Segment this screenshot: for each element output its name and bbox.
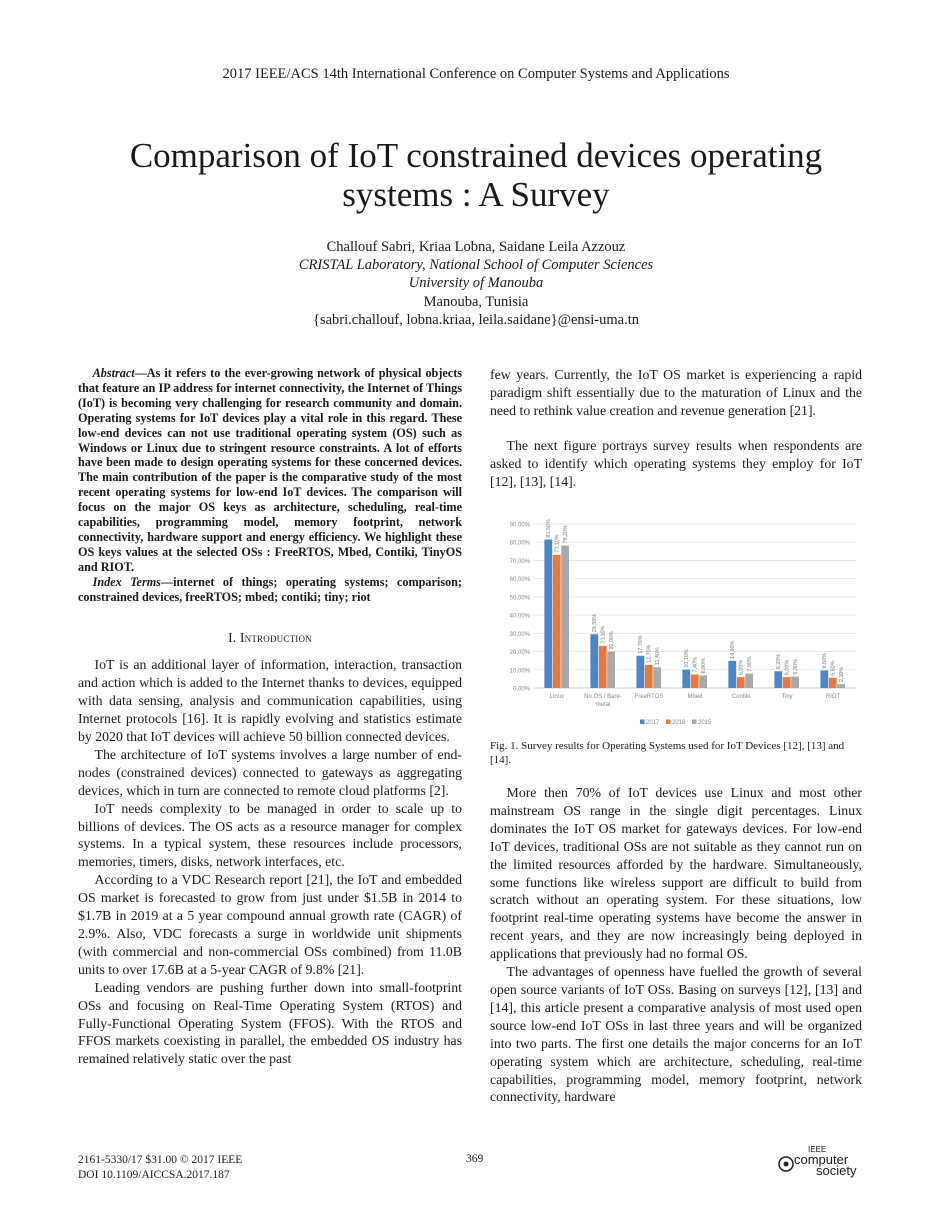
index-terms [78,575,462,605]
y-tick-label: 50,00% [509,595,530,602]
data-label: 5,60% [830,660,837,677]
paragraph: More then 70% of IoT devices use Linux and most other mainstream OS range in the single digit percentages. Linux dominates the IoT OS market for gateways devices. For low-end IoT devices, traditional OSs are not suitable as they cannot run on the limited resources afforded by the hardware. Simultaneously, some functions like wireless support are difficult to build from scratch without an operating system. For these situations, low footprint real-time operating systems have become the answer in recent years, and they are now increasingly being deployed in applications that previously had no formal OS. [490,785,862,962]
paragraph: IoT is an additional layer of information, interaction, transaction and action which is added to the Internet thanks to devices, equipped with data sensing, analysis and communication capabilities, using Internet protocols [16]. It is rapidly evolving and statistics estimate by 2020 that IoT devices will achieve 50 billion connected devices. [78,657,462,745]
paragraph: The next figure portrays survey results when respondents are asked to identify which operating systems they employ for IoT [12], [13], [14]. [490,437,862,489]
legend-label: 2016 [672,720,686,727]
bar-2016 [645,665,653,688]
footer-issn: 2161-5330/17 $31.00 © 2017 IEEE [78,1154,243,1166]
data-label: 14,90% [730,640,737,660]
bar-2016 [737,678,745,689]
data-label: 6,00% [738,660,745,676]
data-label: 6,00% [784,660,791,676]
y-tick-label: 40,00% [509,614,530,621]
x-tick-label: RIOT [825,694,841,701]
bar-2017 [820,671,828,688]
section-title: Introduction [239,629,312,645]
paragraph: The advantages of openness have fuelled the growth of several open source variants of IoT OSs. Basing on surveys [12], [13] and [14], this article present a comparative analysis of most used open source low-end IoT OSs in last three years and will be organized into two parts. The first one details the major concerns for an IoT operating system which are architecture, scheduling, real-time capabilities, programming model, memory footprint, network connectivity, hardware [490,964,862,1105]
data-label: 29,50% [592,614,599,633]
x-tick-label: Tiny [781,694,793,701]
bar-2017 [544,540,552,689]
page-number: 369 [466,1153,484,1165]
bar-2017 [590,635,598,689]
y-tick-label: 70,00% [509,559,530,566]
bar-2016 [691,675,699,688]
bar-2015 [561,546,569,688]
data-label: 81,50% [546,519,553,538]
data-label: 78,20% [562,525,569,544]
data-label: 7,40% [692,657,699,673]
bar-2015 [699,676,707,689]
logo-society-text: society [816,1163,857,1178]
legend-swatch-2017 [640,720,645,725]
paragraph: According to a VDC Research report [21], the IoT and embedded OS market is forecasted to grow from just under $1.5B in 2014 to $1.7B in 2019 at a 5 year compound annual growth rate (CAGR) of 2.9%. Also, VDC forecasts a surge in worldwide unit shipments (with commercial and non-commercial OSs combined) from 11.0B units to over 17.6B at a 5-year CAGR of 9.8% [21]. [78,872,462,977]
author-location: Manouba, Tunisia [423,293,529,310]
section-heading [78,629,462,647]
figure-1 [490,506,862,732]
survey-bar-chart [490,506,862,732]
footer-identifiers [78,1153,242,1183]
legend-label: 2017 [646,720,660,727]
author-block [0,238,952,329]
data-label: 2,10% [838,667,845,683]
author-names: Challouf Sabri, Kriaa Lobna, Saidane Leila Azzouz [326,239,626,255]
x-tick-label: metal [595,702,611,709]
abstract [78,366,462,575]
y-tick-label: 10,00% [509,668,530,675]
section-number: I. [228,629,237,645]
bar-2015 [837,685,845,689]
paragraph: few years. Currently, the IoT OS market is experiencing a rapid paradigm shift essentially due to the maturation of Linux and the need to rethink value creation and revenue generation [21]. [490,367,862,418]
abstract-text: —As it refers to the ever-growing network of physical objects that feature an IP address for internet connectivity, the Internet of Things (IoT) is becoming very challenging for research community and domain. Operating systems for IoT devices play a vital role in this regard. These low-end devices can not use traditional operating system (OS) such as Windows or Linux due to stringent resource constraints. A lot of efforts have been made to design operating systems for these concerned devices. The main contribution of the paper is the comparative study of the most recent operating systems for low-end IoT devices. The comparison will focus on the major OS keys as architecture, scheduling, real-time capabilities, programming model, memory footprint, network connectivity, hardware support and energy efficiency. We highlight these OS keys values at the selected OSs : FreeRTOS, Mbed, Contiki, TinyOS and RIOT. [78,366,462,574]
ieee-computer-society-logo [776,1146,876,1180]
index-terms-lead: Index Terms [92,574,161,589]
y-tick-label: 80,00% [509,541,530,548]
left-column [78,366,462,1068]
data-label: 20,00% [608,631,615,650]
author-emails: {sabri.challouf, lobna.kriaa, leila.saidane}@ensi-uma.tn [312,311,640,328]
data-label: 6,90% [700,658,707,674]
data-label: 12,70% [646,644,653,664]
bar-2017 [682,670,690,688]
logo-ieee-text: IEEE [808,1145,827,1154]
bar-2015 [791,677,799,688]
data-label: 17,70% [638,635,645,655]
y-tick-label: 90,00% [509,522,530,529]
bar-2017 [728,661,736,688]
bar-2017 [636,656,644,688]
paper-title [76,136,876,214]
data-label: 9,60% [822,653,829,669]
x-tick-label: No OS / Bare- [584,694,622,701]
data-label: 7,90% [746,656,753,673]
index-terms-text: —internet of things; operating systems; comparison; constrained devices, freeRTOS; mbed; contiki; tiny; riot [78,574,462,604]
bar-2015 [653,668,661,689]
data-label: 73,10% [554,534,561,554]
paragraph: Leading vendors are pushing further down into small-footprint OSs and focusing on Real-Time Operating System (RTOS) and Fully-Functional Operating System (FFOS). With the RTOS and FFOS markets coexisting in parallel, the embedded OS industry has remained relatively static over the past [78,979,462,1067]
x-tick-label: Contiki [731,694,751,701]
data-label: 23,10% [600,626,607,645]
legend-swatch-2015 [692,720,697,725]
footer-doi: DOI 10.1109/AICCSA.2017.187 [78,1169,230,1181]
data-label: 10,10% [684,649,691,669]
bar-2016 [829,678,837,688]
bar-2017 [774,672,782,689]
right-column [490,366,862,1106]
x-tick-label: Mbed [687,694,703,701]
title-line-1: Comparison of IoT constrained devices operating [129,136,823,175]
y-tick-label: 20,00% [509,650,530,657]
paragraph: IoT needs complexity to be managed in order to scale up to billions of devices. The OS acts as a resource manager for complex systems. In a typical system, these resources include processors, memories, timers, disks, network interfaces, etc. [78,800,462,870]
data-label: 6,30% [792,659,799,675]
y-tick-label: 60,00% [509,577,530,584]
author-university: University of Manouba [408,275,544,292]
bar-2016 [783,678,791,689]
bar-2016 [553,555,561,688]
bar-2015 [745,674,753,688]
x-tick-label: FreeRTOS [634,694,664,701]
data-label: 9,20% [776,654,783,670]
paragraph: The architecture of IoT systems involves a large number of end-nodes (constrained devices) connected to gateways as aggregating devices, which in turn are connected to remote cloud platforms [2]. [78,746,462,798]
logo-emblem-icon [776,1154,796,1174]
author-lab: CRISTAL Laboratory, National School of Computer Sciences [298,257,654,274]
y-tick-label: 0,00% [512,686,530,693]
data-label: 11,40% [654,647,661,666]
logo-computer-text: computer [794,1152,849,1167]
abstract-lead: Abstract [92,366,135,380]
legend-label: 2015 [698,720,712,727]
legend-swatch-2016 [666,720,671,725]
y-tick-label: 30,00% [509,632,530,639]
x-tick-label: Linux [549,694,565,701]
bar-2016 [599,646,607,688]
figure-caption: Fig. 1. Survey results for Operating Systems used for IoT Devices [12], [13] and [14]. [490,740,845,767]
title-line-2: systems : A Survey [342,175,610,214]
bar-2015 [607,652,615,688]
conference-header: 2017 IEEE/ACS 14th International Conference on Computer Systems and Applications [222,66,730,82]
